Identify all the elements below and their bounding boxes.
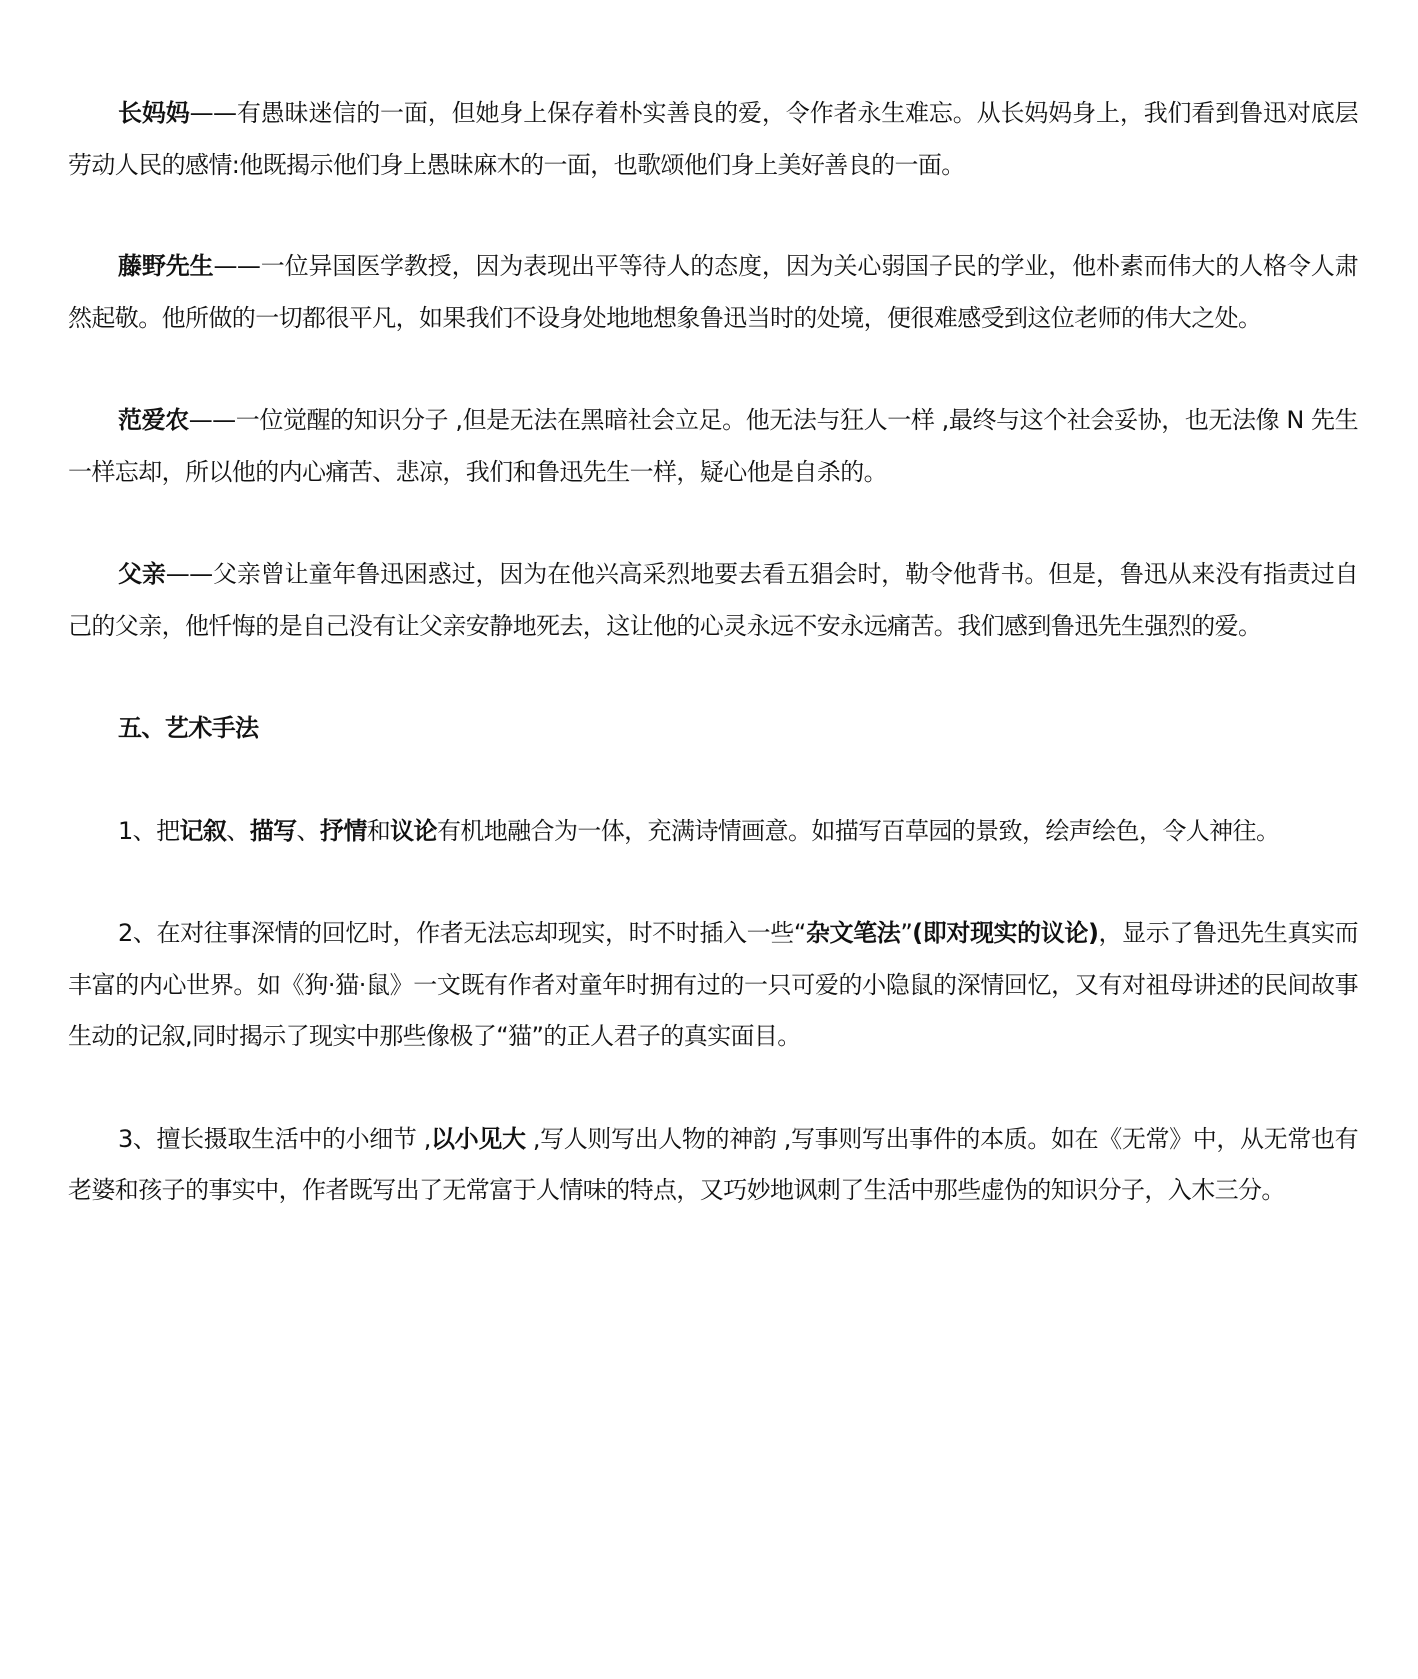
item-text: ,写人则写出人物的神韵 ,写事则写出事件的本质。如在《无常》中，从无常也有老婆和孩子的事实中，作者既写出了无常富于人情味的特点，又巧妙地讽刺了生活中那些虚伪的知识分子，入木三分。 <box>68 1124 1358 1204</box>
em-dash: —— <box>189 99 237 127</box>
character-name: 长妈妈 <box>118 99 190 127</box>
em-dash: —— <box>213 252 261 280</box>
bold-term: 杂文笔法 <box>805 919 901 947</box>
em-dash: —— <box>188 406 236 434</box>
section-heading: 五、艺术手法 <box>118 714 259 742</box>
item-text: 有机地融合为一体，充满诗情画意。如描写百草园的景致，绘声绘色，令人神往。 <box>436 816 1280 845</box>
paragraph-text: 一位异国医学教授，因为表现出平等待人的态度，因为关心弱国子民的学业，他朴素而伟大的人格令人肃然起敬。他所做的一切都很平凡，如果我们不设身处地地想象鲁迅当时的处境，便很难感受到这位老师的伟大之处。 <box>68 252 1358 332</box>
bold-term: 记叙 <box>179 816 227 845</box>
paragraph-text: 一位觉醒的知识分子 ,但是无法在黑暗社会立足。他无法与狂人一样 ,最终与这个社会妥协，也无法像 N 先生一样忘却，所以他的内心痛苦、悲凉，我们和鲁迅先生一样，疑心他是自杀的。 <box>68 406 1358 486</box>
paragraph-fan-ainong <box>68 395 1358 498</box>
em-dash: —— <box>165 560 213 588</box>
item-prefix: 3、擅长摄取生活中的小细节 , <box>118 1124 431 1153</box>
bold-term: 议论 <box>390 816 437 845</box>
character-name: 父亲 <box>118 560 166 588</box>
bold-term: 抒情 <box>319 816 367 845</box>
character-name: 范爱农 <box>118 406 189 434</box>
paragraph-father <box>68 549 1358 652</box>
item-text: ，显示了鲁迅先生真实而丰富的内心世界。如《狗·猫·鼠》一文既有作者对童年时拥有过的一只可爱的小隐鼠的深情回忆，又有对祖母讲述的民间故事生动的记叙,同时揭示了现实中那些像极了“猫”的正人君子的真实面目。 <box>68 919 1359 1050</box>
character-name: 藤野先生 <box>118 252 214 280</box>
paragraph-text: 父亲曾让童年鲁迅困惑过，因为在他兴高采烈地要去看五猖会时，勒令他背书。但是，鲁迅从来没有指责过自己的父亲，他忏悔的是自己没有让父亲安静地死去，这让他的心灵永远不安永远痛苦。我们感到鲁迅先生强烈的爱。 <box>68 560 1358 640</box>
conjunction: 和 <box>366 816 391 845</box>
item-prefix: 1、把 <box>118 816 180 845</box>
bold-term: 以小见大 <box>430 1124 526 1153</box>
document-page <box>68 88 1358 1268</box>
separator: 、 <box>296 816 320 845</box>
technique-item-2 <box>68 908 1358 1063</box>
paragraph-text: 有愚昧迷信的一面，但她身上保存着朴实善良的爱，令作者永生难忘。从长妈妈身上，我们看到鲁迅对底层劳动人民的感情:他既揭示他们身上愚昧麻木的一面，也歌颂他们身上美好善良的一面。 <box>68 99 1358 179</box>
quote-open: “ <box>793 919 806 947</box>
separator: 、 <box>226 816 250 845</box>
technique-item-1 <box>68 806 1358 858</box>
quote-close: ” <box>900 919 913 947</box>
paragraph-fujino <box>68 241 1358 344</box>
bold-term: (即对现实的议论) <box>912 919 1099 947</box>
item-prefix: 2、在对往事深情的回忆时，作者无法忘却现实，时不时插入一些 <box>118 919 794 947</box>
paragraph-chang-mama <box>68 88 1358 191</box>
technique-item-3 <box>68 1114 1358 1217</box>
bold-term: 描写 <box>249 816 297 845</box>
